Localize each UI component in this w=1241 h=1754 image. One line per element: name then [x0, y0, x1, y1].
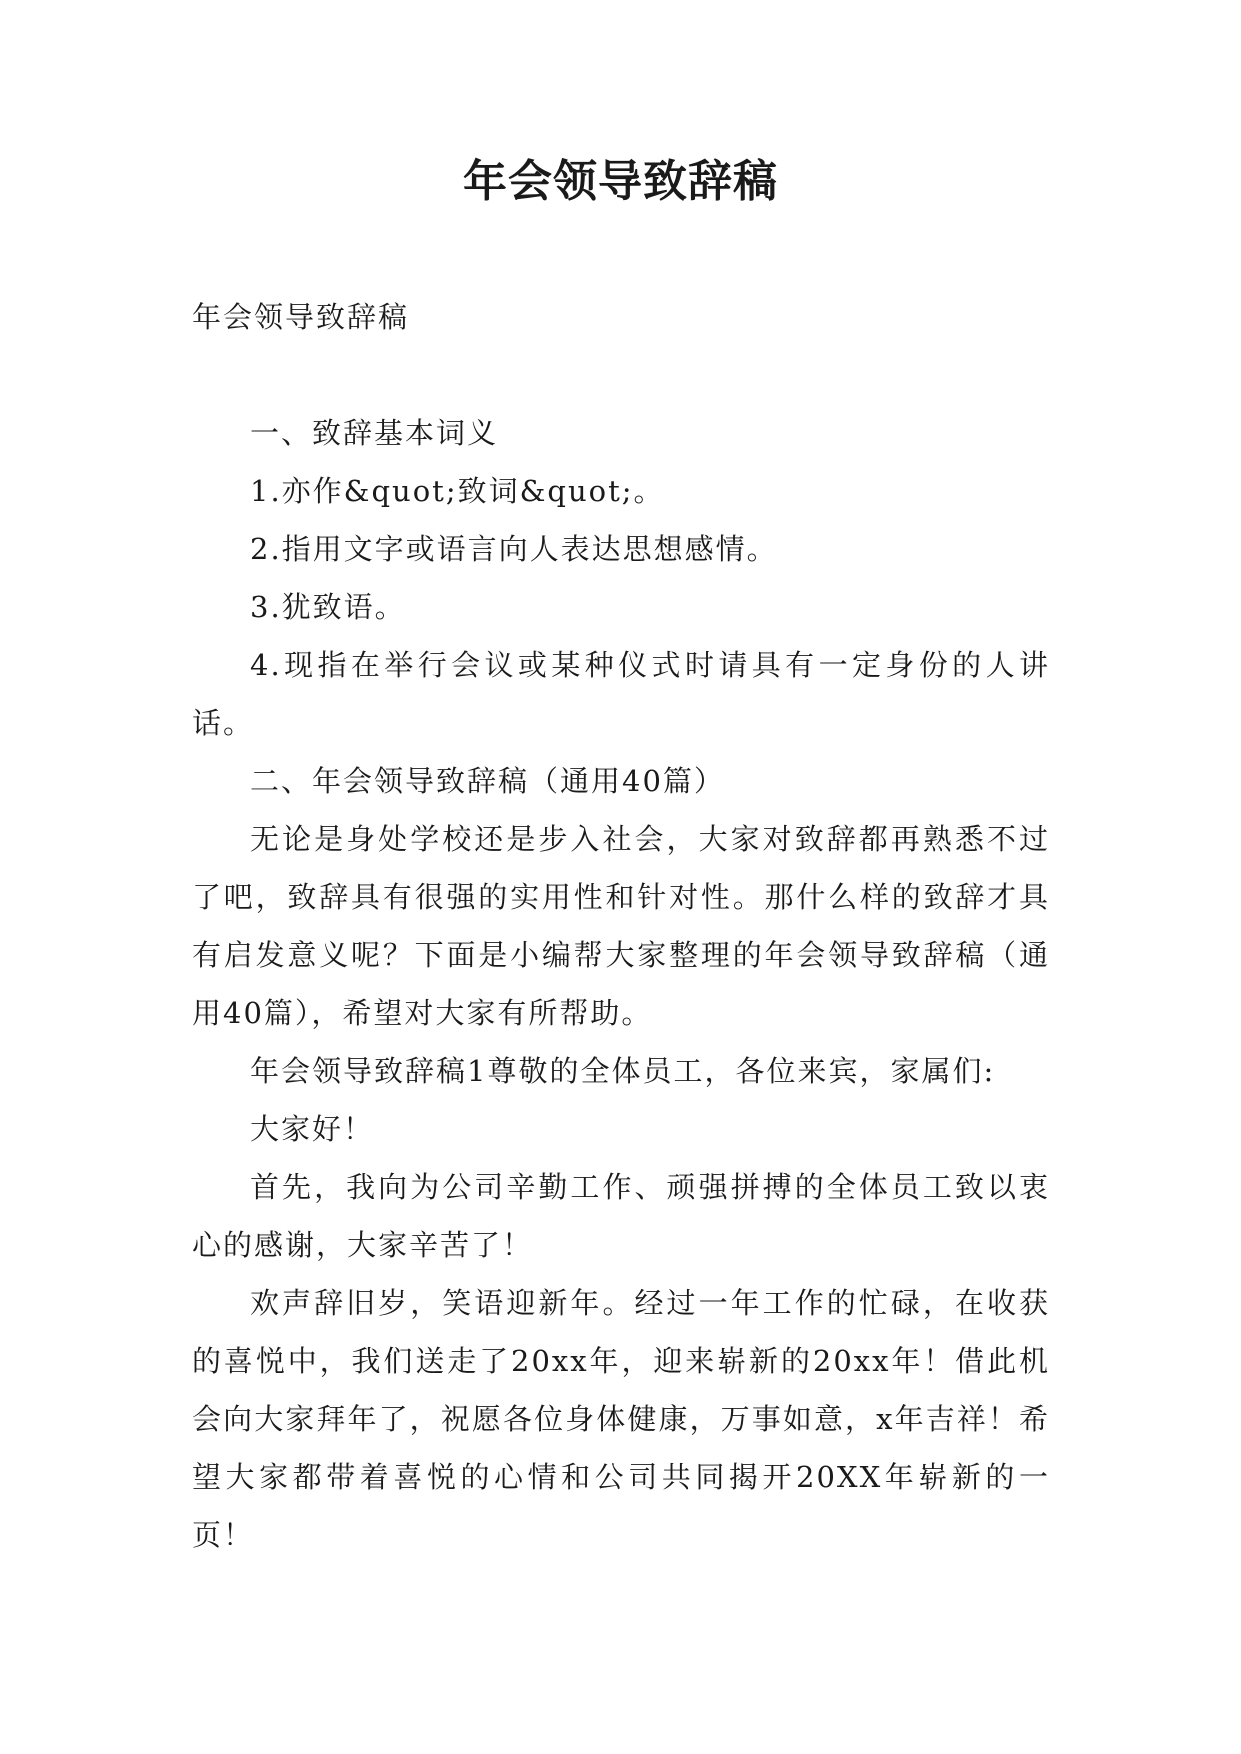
- section-heading-1: 一、致辞基本词义: [250, 416, 499, 450]
- document-title: 年会领导致辞稿: [463, 156, 778, 207]
- definition-item-1: 1.亦作&quot;致词&quot;。: [250, 474, 665, 508]
- definition-item-4: 4.现指在举行会议或某种仪式时请具有一定身份的人讲话。: [192, 648, 1050, 740]
- section-heading-2: 二、年会领导致辞稿（通用40篇）: [250, 764, 725, 798]
- speech-paragraph: 首先，我向为公司辛勤工作、顽强拼搏的全体员工致以衷心的感谢，大家辛苦了！: [192, 1170, 1050, 1262]
- speech-greeting: 大家好！: [250, 1112, 375, 1146]
- intro-paragraph: 无论是身处学校还是步入社会，大家对致辞都再熟悉不过了吧，致辞具有很强的实用性和针对性。那什么样的致辞才具有启发意义呢？下面是小编帮大家整理的年会领导致辞稿（通用40篇），希望对大家有所帮助。: [192, 822, 1050, 1030]
- definition-item-2: 2.指用文字或语言向人表达思想感情。: [250, 532, 778, 566]
- speech-salutation: 年会领导致辞稿1尊敬的全体员工，各位来宾，家属们:: [250, 1054, 996, 1088]
- definition-item-3: 3.犹致语。: [250, 590, 406, 624]
- document-subtitle: 年会领导致辞稿: [192, 300, 410, 334]
- speech-paragraph: 欢声辞旧岁，笑语迎新年。经过一年工作的忙碌，在收获的喜悦中，我们送走了20xx年，迎来崭新的20xx年！借此机会向大家拜年了，祝愿各位身体健康，万事如意，x年吉祥！希望大家都带着喜悦的心情和公司共同揭开20XX年崭新的一页！: [192, 1286, 1050, 1552]
- document-body: [192, 288, 1050, 1564]
